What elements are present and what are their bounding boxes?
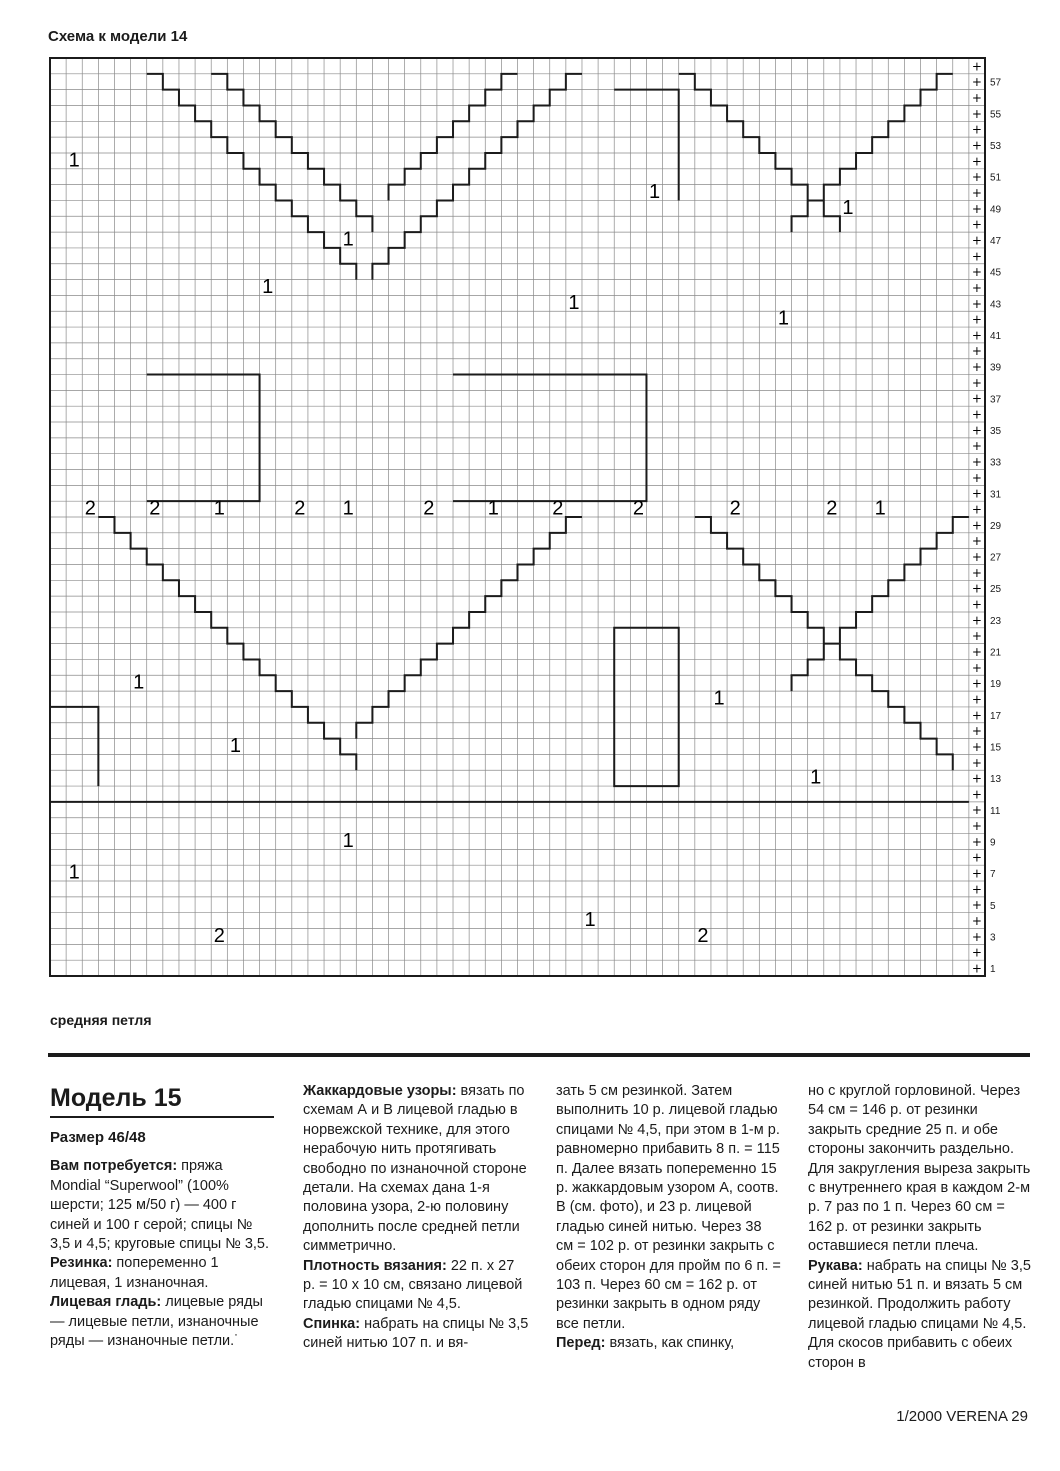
chart-symbol-number: 1 (342, 228, 354, 251)
row-number: 7 (990, 869, 996, 881)
rib-label: Резинка: (50, 1255, 113, 1272)
plus-mark: + (971, 75, 982, 90)
chart-symbol-number: 1 (777, 307, 790, 330)
plus-mark: + (971, 360, 982, 375)
row-number: 45 (990, 267, 1002, 279)
plus-mark: + (971, 201, 982, 216)
row-number: 29 (990, 520, 1002, 532)
chart-symbol-number: 1 (713, 687, 725, 710)
plus-mark: + (971, 328, 982, 343)
back-continued-paragraph: зать 5 см резинкой. Затем выполнить 10 р. лицевой гладью спицами № 4,5, при этом в 1-м р. равномерно прибавить 8 п. = 115 п. Далее вязать попеременно 15 р. жаккардовым узором А, соотв. В (см. фото), и 23 р. лицевой гладью синей нитью. Через 38 см = 102 р. от резинки закрыть с обеих сторон для пройм по 6 п. = 103 п. Через 60 см = 162 р. от резинки закрыть в одном ряду все петли. (556, 1083, 781, 1332)
scheme-title: Схема к модели 14 (48, 28, 188, 45)
front-label: Перед: (556, 1335, 606, 1352)
plus-mark: + (971, 755, 982, 770)
row-number: 1 (990, 964, 996, 976)
chart-symbol-number: 2 (697, 924, 709, 947)
chart-symbol-number: 2 (423, 497, 435, 520)
chart-symbol-numbers (69, 149, 886, 947)
plus-mark: + (971, 185, 982, 200)
model-title: Модель 15 (50, 1084, 182, 1112)
chart-grid-lines (50, 58, 985, 976)
plus-mark: + (971, 138, 982, 153)
density-text: 22 п. x 27 р. = 10 x 10 см, связано лицевой гладью спицами № 4,5. (303, 1257, 523, 1313)
plus-mark: + (971, 850, 982, 865)
article-column-4 (808, 1082, 1032, 1373)
plus-mark: + (971, 945, 982, 960)
plus-mark: + (971, 565, 982, 580)
chart-symbol-number: 1 (487, 497, 499, 520)
plus-mark: + (971, 233, 982, 248)
plus-mark: + (971, 961, 982, 976)
chart-symbol-number: 2 (552, 497, 564, 520)
back-label: Спинка: (303, 1315, 361, 1332)
plus-mark: + (971, 739, 982, 754)
page-footer: 1/2000 VERENA 29 (896, 1408, 1028, 1425)
plus-mark: + (971, 581, 982, 596)
row-number: 47 (990, 236, 1002, 248)
plus-mark: + (971, 660, 982, 675)
chart-symbol-number: 2 (632, 497, 644, 520)
row-number: 9 (990, 837, 996, 849)
stockinette-text: лицевые ряды — лицевые петли, изнаночные ряды — изнаночные петли.˙ (50, 1294, 263, 1350)
plus-mark: + (971, 106, 982, 121)
stockinette-label: Лицевая гладь: (50, 1294, 162, 1311)
plus-mark: + (971, 486, 982, 501)
plus-mark: + (971, 249, 982, 264)
chart-symbol-number: 1 (874, 497, 886, 520)
chart-symbol-number: 1 (262, 276, 274, 299)
plus-mark: + (971, 692, 982, 707)
chart-symbol-number: 1 (213, 497, 225, 520)
back-paragraph (303, 1315, 529, 1354)
row-number: 53 (990, 141, 1002, 153)
plus-mark: + (971, 344, 982, 359)
plus-mark: + (971, 391, 982, 406)
row-number: 35 (990, 425, 1002, 437)
jacquard-text: вязать по схемам А и В лицевой гладью в норвежской технике, для этого нерабочую нить протягивать свободно по изнаночной стороне детали. На схемах дана 1-я половина узора, 2-ю половину дополнить после средней петли симметрично. (303, 1083, 527, 1255)
plus-mark: + (971, 518, 982, 533)
chart-row-numbers (990, 78, 1002, 975)
row-number: 19 (990, 679, 1002, 691)
plus-mark: + (971, 613, 982, 628)
plus-mark: + (971, 312, 982, 327)
plus-mark: + (971, 439, 982, 454)
rib-text: попеременно 1 лицевая, 1 изнаночная. (50, 1255, 219, 1291)
plus-mark: + (971, 170, 982, 185)
plus-mark: + (971, 502, 982, 517)
chart-symbol-number: 2 (213, 924, 225, 947)
plus-mark: + (971, 803, 982, 818)
plus-mark: + (971, 470, 982, 485)
row-number: 17 (990, 710, 1002, 722)
plus-mark: + (971, 866, 982, 881)
jacquard-paragraph (303, 1082, 529, 1257)
front-text: вязать, как спинку, (605, 1335, 735, 1352)
plus-mark: + (971, 280, 982, 295)
chart-symbol-number: 1 (842, 196, 854, 219)
chart-symbol-number: 1 (68, 149, 80, 172)
article-column-1 (50, 1082, 274, 1351)
model-title-rule (50, 1116, 274, 1118)
plus-mark: + (971, 597, 982, 612)
plus-mark: + (971, 708, 982, 723)
row-number: 43 (990, 299, 1002, 311)
plus-mark: + (971, 834, 982, 849)
density-label: Плотность вязания: (303, 1257, 447, 1274)
chart-symbol-number: 1 (648, 181, 661, 204)
plus-mark: + (971, 217, 982, 232)
plus-mark: + (971, 122, 982, 137)
chart-symbol-number: 1 (342, 497, 354, 520)
chart-symbol-number: 2 (826, 497, 838, 520)
row-number: 13 (990, 774, 1002, 786)
chart-symbol-number: 2 (84, 497, 96, 520)
row-number: 57 (990, 77, 1002, 89)
article-column-3 (556, 1082, 782, 1354)
stockinette-paragraph (50, 1293, 274, 1351)
size-label: Размер 46/48 (50, 1129, 146, 1146)
plus-mark: + (971, 375, 982, 390)
plus-mark: + (971, 423, 982, 438)
plus-mark: + (971, 644, 982, 659)
row-number: 51 (990, 172, 1002, 184)
plus-mark: + (971, 914, 982, 929)
chart-symbol-number: 1 (810, 766, 822, 789)
materials-text: пряжа Mondial “Superwool” (100% шерсти; 125 м/50 г) — 400 г синей и 100 г серой; спицы № 3,5 и 4,5; круговые спицы № 3,5. (50, 1158, 270, 1253)
plus-mark: + (971, 154, 982, 169)
density-paragraph (303, 1257, 529, 1315)
row-number: 23 (990, 615, 1002, 627)
plus-mark: + (971, 771, 982, 786)
row-number: 39 (990, 362, 1002, 374)
row-number: 33 (990, 457, 1002, 469)
row-number: 25 (990, 584, 1002, 596)
plus-mark: + (971, 455, 982, 470)
row-number: 27 (990, 552, 1002, 564)
chart-symbol-number: 1 (568, 291, 580, 314)
plus-mark: + (971, 676, 982, 691)
plus-mark: + (971, 724, 982, 739)
row-number: 15 (990, 742, 1002, 754)
article-column-2 (303, 1082, 529, 1354)
chart-symbol-number: 2 (729, 497, 741, 520)
materials-paragraph (50, 1157, 274, 1254)
front-continued-paragraph: но с круглой горловиной. Через 54 см = 146 р. от резинки закрыть средние 25 п. и обе стороны закончить раздельно. Для закругления выреза закрыть с внутреннего края в каждом 2-м р. 7 раз по 1 п. Через 60 см = 162 р. от резинки закрыть оставшиеся петли плеча. (808, 1083, 1031, 1255)
row-number: 55 (990, 109, 1002, 121)
plus-mark: + (971, 898, 982, 913)
row-number: 3 (990, 932, 996, 944)
chart-symbol-number: 1 (584, 909, 596, 932)
plus-mark: + (971, 91, 982, 105)
row-number: 21 (990, 647, 1002, 659)
plus-mark: + (971, 787, 982, 802)
plus-mark: + (971, 265, 982, 280)
row-number: 41 (990, 330, 1002, 342)
chart-symbol-number: 1 (342, 830, 354, 853)
plus-mark: + (971, 819, 982, 834)
materials-label: Вам потребуется: (50, 1158, 178, 1175)
sleeves-paragraph (808, 1257, 1032, 1373)
jacquard-label: Жаккардовые узоры: (303, 1083, 457, 1099)
sleeves-text: набрать на спицы № 3,5 синей нитью 51 п. и вязать 5 см резинкой. Продолжить работу лицевой гладью спицами № 4,5. Для скосов прибавить с обеих сторон в (808, 1257, 1031, 1371)
row-number: 37 (990, 394, 1002, 406)
middle-stitch-label: средняя петля (50, 1012, 152, 1028)
front-paragraph (556, 1334, 782, 1353)
row-number: 49 (990, 204, 1002, 216)
plus-mark: + (971, 629, 982, 644)
plus-mark: + (971, 550, 982, 564)
row-number: 31 (990, 489, 1002, 501)
chart-symbol-number: 1 (229, 735, 241, 758)
section-divider (48, 1053, 1030, 1057)
plus-mark: + (971, 59, 982, 74)
chart-stitch-marks (972, 59, 982, 975)
chart-symbol-number: 2 (294, 497, 306, 520)
chart-symbol-number: 2 (149, 497, 161, 520)
rib-paragraph (50, 1254, 274, 1293)
sleeves-label: Рукава: (808, 1257, 863, 1274)
chart-symbol-number: 1 (133, 671, 145, 694)
row-number: 5 (990, 900, 996, 912)
plus-mark: + (971, 882, 982, 897)
chart-symbol-number: 1 (68, 861, 80, 884)
back-text: набрать на спицы № 3,5 синей нитью 107 п. и вя- (303, 1315, 529, 1352)
plus-mark: + (971, 534, 982, 549)
plus-mark: + (971, 929, 982, 944)
row-number: 11 (990, 805, 1001, 817)
plus-mark: + (971, 407, 982, 422)
plus-mark: + (971, 296, 982, 311)
